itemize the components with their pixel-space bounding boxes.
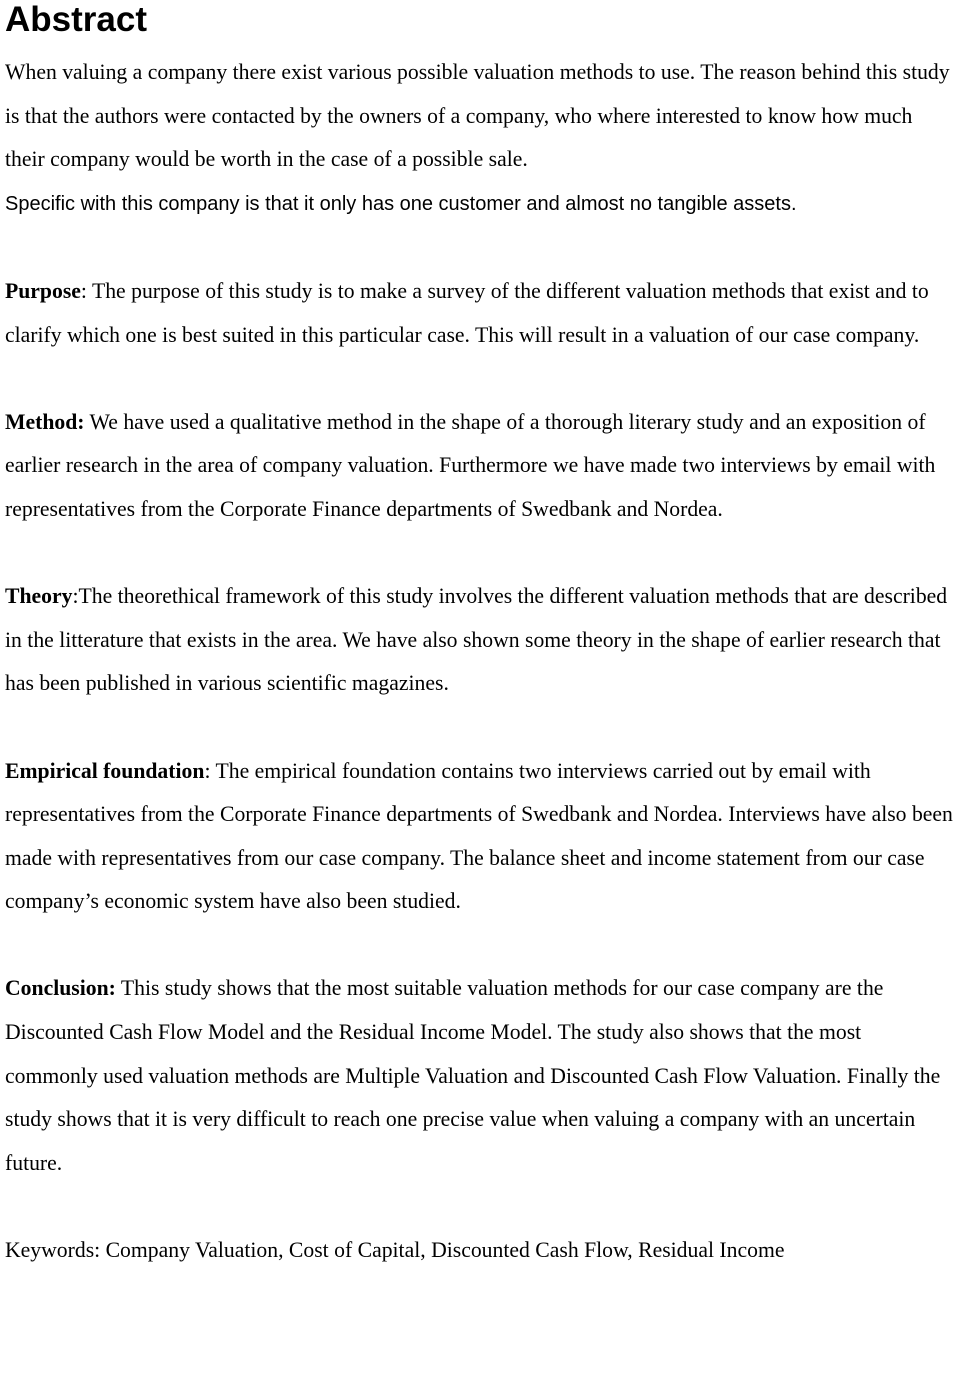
section-label: Purpose: [5, 278, 81, 303]
section-text: The purpose of this study is to make a survey of the different valuation methods that exist and to clarify which one is best suited in this particular case. This will result in a valuation of our case company.: [5, 278, 929, 347]
section-theory: [5, 575, 957, 706]
section-separator: :: [72, 584, 79, 609]
intro-text-sans: Specific with this company is that it only has one customer and almost no tangible assets.: [5, 192, 797, 215]
section-conclusion: [5, 967, 957, 1185]
intro-paragraph: [5, 51, 957, 226]
section-text: The theorethical framework of this study involves the different valuation methods that are described in the litterature that exists in the area. We have also shown some theory in the shape of earlier research that has been published in various scientific magazines.: [5, 584, 948, 696]
section-text: The empirical foundation contains two interviews carried out by email with representatives from the Corporate Finance departments of Swedbank and Nordea. Interviews have also been made with representatives from our case company. The balance sheet and income statement from our case company’s economic system have also been studied.: [5, 758, 953, 914]
section-separator: :: [204, 758, 216, 783]
intro-text: When valuing a company there exist various possible valuation methods to use. The reason behind this study is that the authors were contacted by the owners of a company, who where interested to know how much their company would be worth in the case of a possible sale.: [5, 60, 950, 172]
page-title: Abstract: [5, 0, 147, 39]
section-separator: :: [80, 278, 92, 303]
section-label: Empirical foundation: [5, 758, 205, 783]
section-label: Method:: [5, 409, 85, 434]
section-purpose: [5, 270, 957, 357]
section-empirical-foundation: [5, 750, 957, 924]
section-text: This study shows that the most suitable valuation methods for our case company are the Discounted Cash Flow Model and the Residual Income Model. The study also shows that the most commonly used valuation methods are Multiple Valuation and Discounted Cash Flow Valuation. Finally the study shows that it is very difficult to reach one precise value when valuing a company with an uncertain future.: [5, 976, 941, 1175]
keywords-line: Keywords: Company Valuation, Cost of Capital, Discounted Cash Flow, Residual Income: [5, 1238, 785, 1263]
abstract-page: [5, 0, 957, 1273]
section-label: Theory: [5, 584, 73, 609]
section-text: We have used a qualitative method in the shape of a thorough literary study and an exposition of earlier research in the area of company valuation. Furthermore we have made two interviews by email with representatives from the Corporate Finance departments of Swedbank and Nordea.: [5, 409, 936, 521]
section-method: [5, 401, 957, 532]
section-label: Conclusion:: [5, 976, 116, 1001]
